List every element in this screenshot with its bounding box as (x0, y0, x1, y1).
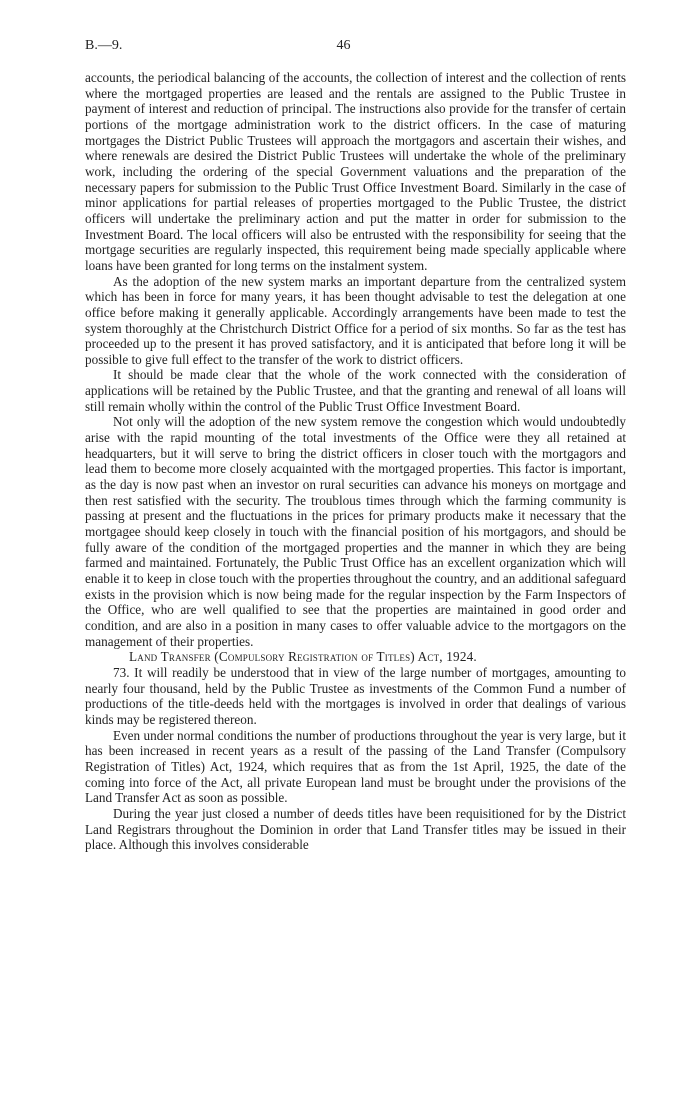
paragraph-73: 73. It will readily be understood that in view of the large number of mortgages, amounting to nearly four thousand, held by the Public Trustee as investments of the Common Fund a number of productions of the title-deeds held with the mortgages is involved in order that dealings of various kinds may be registered thereon. (85, 664, 626, 727)
body-text (85, 70, 626, 853)
paragraph-continuation: accounts, the periodical balancing of the accounts, the collection of interest and the collection of rents where the mortgaged properties are leased and the rentals are assigned to the Public Trustee in payment of interest and reduction of principal. The instructions also provide for the transfer of certain portions of the mortgage administration work to the district officers. In the case of maturing mortgages the District Public Trustees will approach the mortgagors and ascertain their wishes, and where renewals are desired the District Public Trustees will undertake the whole of the preliminary work, including the ordering of the special Government valuations and the preparation of the necessary papers for submission to the Public Trust Office Investment Board. Similarly in the case of minor applications for partial releases of properties mortgaged to the Public Trustee, the district officers will undertake the preliminary action and put the matter in order for submission to the Investment Board. The local officers will also be entrusted with the responsibility for seeing that the mortgage securities are regularly inspected, this requirement being made specially applicable where loans have been granted for long terms on the instalment system. (85, 70, 626, 273)
running-head (60, 38, 627, 58)
document-page (60, 0, 627, 853)
document-reference: B.—9. (85, 38, 123, 53)
paragraph-district-officers: Not only will the adoption of the new system remove the congestion which would undoubtedly arise with the rapid mounting of the total investments of the Office were they all retained at headquarters, but it will serve to bring the district officers in closer touch with the mortgagors and lead them to become more closely acquainted with the mortgaged properties. This factor is important, as the day is now past when an investor on rural securities can advance his moneys on mortgage and then rest satisfied with the security. The troublous times through which the farming community is passing at present and the fluctuations in the prices for primary products make it necessary that the mortgagee should keep closely in touch with the financial position of his mortgagors, and should be fully aware of the condition of the mortgaged properties and the manner in which they are being farmed and maintained. Fortunately, the Public Trust Office has an excellent organization which will enable it to keep in close touch with the properties throughout the country, and an additional safeguard exists in the provision which is now being made for the regular inspection by the Farm Inspectors of the Office, who are well qualified to see that the properties are maintained in good order and condition, and are also in a position in many cases to offer valuable advice to the mortgagors on the management of their properties. (85, 414, 626, 649)
paragraph-deeds-titles: During the year just closed a number of deeds titles have been requisitioned for by the District Land Registrars throughout the Dominion in order that Land Transfer titles may be issued in their place. Although this involves considerable (85, 805, 626, 853)
paragraph-normal-conditions: Even under normal conditions the number of productions throughout the year is very large, but it has been increased in recent years as a result of the passing of the Land Transfer (Compulsory Registration of Titles) Act, 1924, which requires that as from the 1st April, 1925, the date of the coming into force of the Act, all private European land must be brought under the provisions of the Land Transfer Act as soon as possible. (85, 727, 626, 806)
paragraph-system-test: As the adoption of the new system marks an important departure from the centralized system which has been in force for many years, it has been thought advisable to test the delegation at one office before making it generally applicable. Accordingly arrangements have been made to test the system thoroughly at the Christchurch District Office for a period of six months. So far as the test has proceeded up to the present it has proved satisfactory, and it is anticipated that before long it will be possible to give full effect to the transfer of the work to district officers. (85, 273, 626, 367)
section-heading: Land Transfer (Compulsory Registration of Titles) Act, 1924. (129, 649, 477, 665)
paragraph-retained-work: It should be made clear that the whole of the work connected with the consideration of applications will be retained by the Public Trustee, and that the granting and renewal of all loans will still remain wholly within the control of the Public Trust Office Investment Board. (85, 367, 626, 414)
page-number: 46 (336, 38, 351, 53)
